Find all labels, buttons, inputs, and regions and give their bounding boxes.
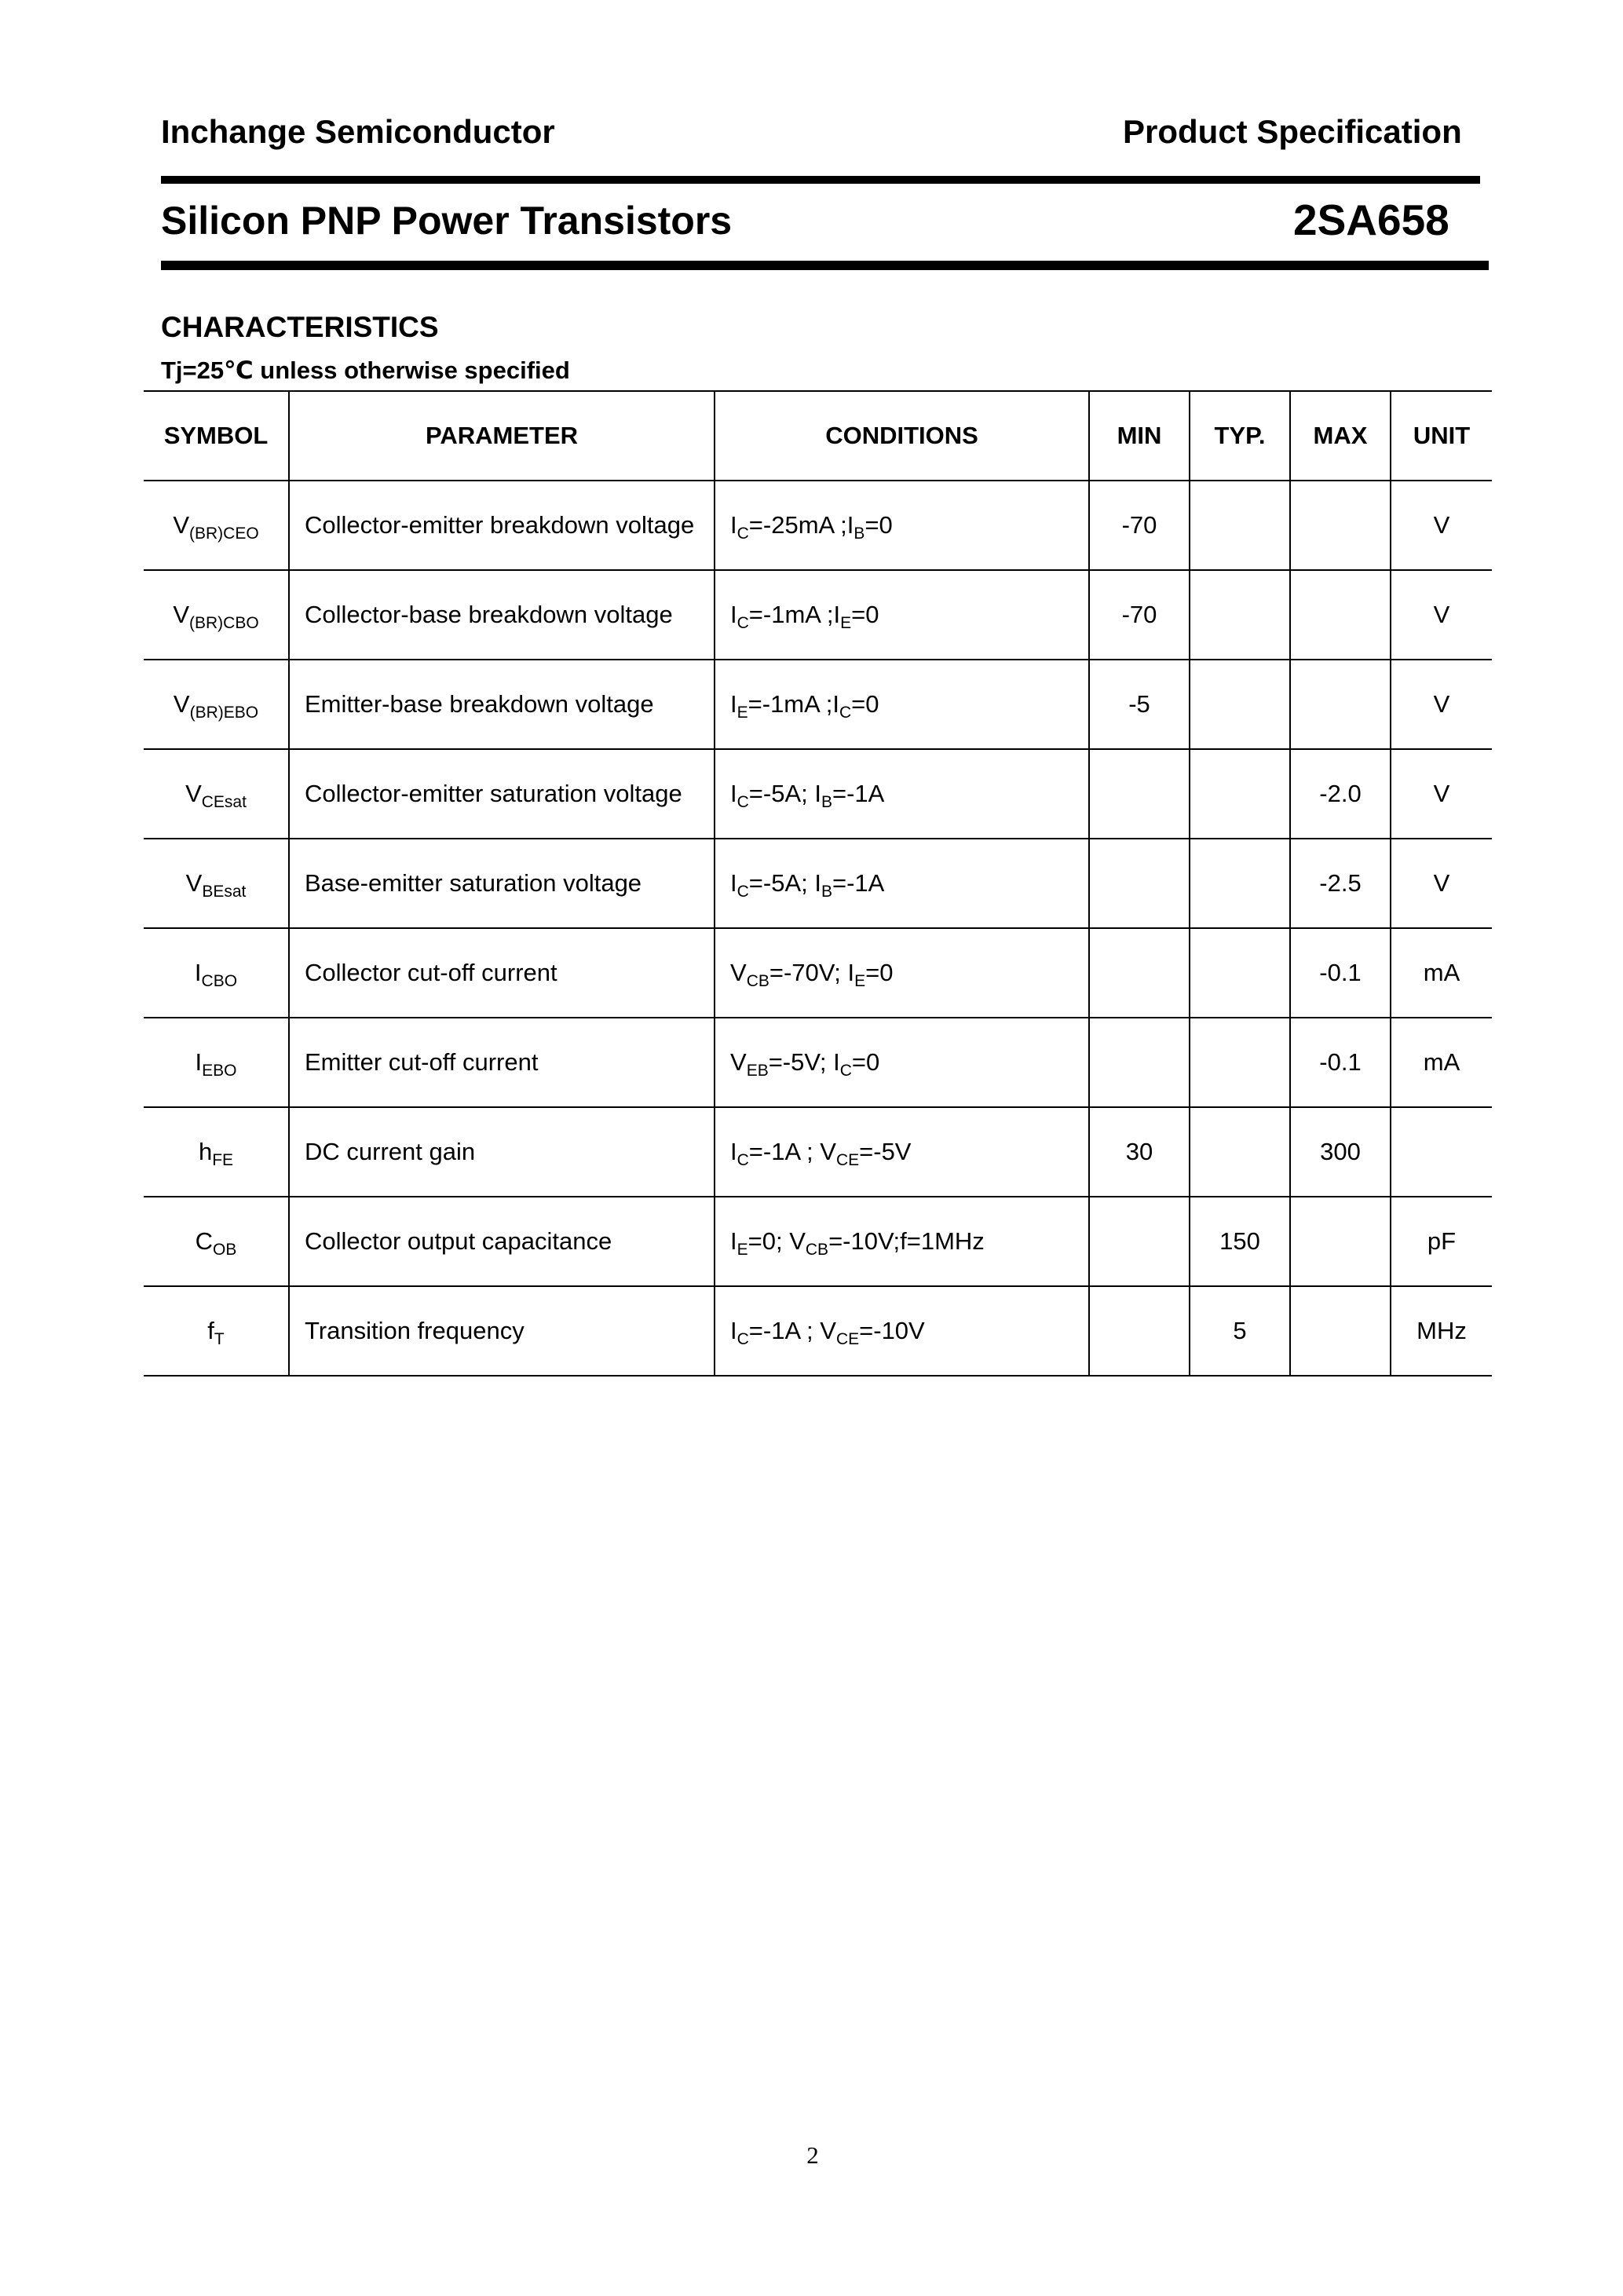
header-max: MAX (1290, 391, 1391, 481)
symbol-base: V (173, 511, 189, 539)
cell-unit: pF (1391, 1197, 1492, 1286)
document-type: Product Specification (1123, 113, 1462, 150)
cell-max (1290, 1286, 1391, 1376)
table-row (144, 1107, 1492, 1197)
table-row (144, 839, 1492, 928)
cell-conditions (715, 481, 1089, 570)
condition-text: I (730, 690, 737, 718)
symbol-base: V (173, 601, 189, 628)
cell-typ (1190, 660, 1290, 749)
condition-text: =0 (851, 690, 879, 718)
condition-subscript: E (737, 1241, 748, 1259)
condition-subscript: E (854, 972, 866, 990)
cell-typ (1190, 1018, 1290, 1107)
condition-subscript: C (737, 525, 749, 543)
cell-min (1089, 1197, 1190, 1286)
cell-parameter: Collector-emitter saturation voltage (289, 749, 715, 839)
symbol-subscript: CBO (201, 972, 238, 990)
section-condition: Tj=25℃ unless otherwise specified (161, 356, 570, 384)
condition-subscript: C (839, 704, 852, 722)
condition-text: I (730, 780, 737, 807)
condition-subscript: B (821, 793, 832, 811)
symbol-base: V (185, 780, 202, 807)
cell-max (1290, 570, 1391, 660)
cell-min: 30 (1089, 1107, 1190, 1197)
condition-text: =-1A (832, 780, 885, 807)
cell-min: -70 (1089, 570, 1190, 660)
characteristics-table (144, 390, 1492, 1377)
cell-parameter: Collector-base breakdown voltage (289, 570, 715, 660)
cell-parameter: Transition frequency (289, 1286, 715, 1376)
header-typ: TYP. (1190, 391, 1290, 481)
cell-symbol (144, 1018, 289, 1107)
cell-unit: MHz (1391, 1286, 1492, 1376)
condition-subscript: E (737, 704, 748, 722)
cell-typ: 5 (1190, 1286, 1290, 1376)
condition-text: I (730, 1317, 737, 1344)
condition-text: =-5A; I (748, 869, 821, 897)
cell-conditions (715, 749, 1089, 839)
cell-symbol (144, 481, 289, 570)
cell-max: -2.0 (1290, 749, 1391, 839)
condition-text: =0 (851, 601, 879, 628)
condition-text: =0 (865, 511, 893, 539)
symbol-subscript: EBO (202, 1062, 237, 1080)
symbol-subscript: (BR)CBO (189, 614, 259, 632)
cell-typ (1190, 928, 1290, 1018)
table-row (144, 928, 1492, 1018)
symbol-subscript: (BR)CEO (189, 525, 259, 543)
symbol-base: h (198, 1138, 213, 1165)
symbol-base: V (173, 690, 190, 718)
cell-min: -70 (1089, 481, 1190, 570)
condition-subscript: CB (746, 972, 769, 990)
cell-unit: V (1391, 839, 1492, 928)
symbol-subscript: FE (212, 1151, 234, 1169)
condition-text: I (730, 511, 737, 539)
header-unit: UNIT (1391, 391, 1492, 481)
cell-conditions (715, 839, 1089, 928)
cell-typ (1190, 481, 1290, 570)
symbol-subscript: OB (213, 1241, 237, 1259)
condition-subscript: B (854, 525, 865, 543)
condition-subscript: C (737, 1330, 749, 1348)
condition-text: I (730, 1138, 737, 1165)
cell-max (1290, 1197, 1391, 1286)
header-rule-top (161, 176, 1480, 184)
cell-max (1290, 481, 1391, 570)
condition-text: =-1A ; V (748, 1317, 836, 1344)
condition-subscript: C (737, 1151, 749, 1169)
cell-parameter: Emitter-base breakdown voltage (289, 660, 715, 749)
cell-conditions (715, 570, 1089, 660)
table-row (144, 481, 1492, 570)
condition-text: =-10V (859, 1317, 925, 1344)
cell-max (1290, 660, 1391, 749)
condition-subscript: CB (805, 1241, 829, 1259)
cell-conditions (715, 1018, 1089, 1107)
cell-unit (1391, 1107, 1492, 1197)
condition-text: I (730, 869, 737, 897)
header-parameter: PARAMETER (289, 391, 715, 481)
condition-text: =-25mA ;I (748, 511, 854, 539)
condition-text: I (730, 601, 737, 628)
condition-text: =-70V; I (769, 959, 855, 986)
part-number: 2SA658 (1293, 196, 1449, 244)
condition-text: =0 (865, 959, 894, 986)
condition-text: V (730, 1048, 747, 1076)
condition-text: V (730, 959, 747, 986)
table-row (144, 1286, 1492, 1376)
condition-text: =-10V;f=1MHz (828, 1227, 985, 1255)
table-header-row (144, 391, 1492, 481)
cell-parameter: Collector output capacitance (289, 1197, 715, 1286)
condition-text: =0; V (748, 1227, 806, 1255)
cell-typ (1190, 839, 1290, 928)
cell-min: -5 (1089, 660, 1190, 749)
cell-symbol (144, 1286, 289, 1376)
table-row (144, 660, 1492, 749)
cell-conditions (715, 928, 1089, 1018)
cell-symbol (144, 928, 289, 1018)
symbol-base: I (195, 1048, 203, 1076)
condition-text: =-1mA ;I (748, 601, 841, 628)
symbol-subscript: CEsat (201, 793, 247, 811)
condition-text: =-5V (859, 1138, 912, 1165)
section-title: CHARACTERISTICS (161, 311, 439, 343)
cell-typ (1190, 570, 1290, 660)
header-rule-bottom (161, 261, 1489, 270)
cell-typ: 150 (1190, 1197, 1290, 1286)
symbol-subscript: (BR)EBO (189, 704, 259, 722)
cell-unit: mA (1391, 928, 1492, 1018)
symbol-base: I (194, 959, 202, 986)
cell-min (1089, 1018, 1190, 1107)
condition-text: =-1A (832, 869, 885, 897)
table-row (144, 1197, 1492, 1286)
cell-max: -2.5 (1290, 839, 1391, 928)
cell-conditions (715, 660, 1089, 749)
company-name: Inchange Semiconductor (161, 113, 555, 150)
cell-parameter: Collector cut-off current (289, 928, 715, 1018)
condition-text: =-1mA ;I (748, 690, 839, 718)
symbol-base: V (185, 869, 203, 897)
cell-max: -0.1 (1290, 1018, 1391, 1107)
header-symbol: SYMBOL (144, 391, 289, 481)
cell-symbol (144, 749, 289, 839)
cell-parameter: Base-emitter saturation voltage (289, 839, 715, 928)
cell-parameter: Emitter cut-off current (289, 1018, 715, 1107)
cell-symbol (144, 839, 289, 928)
condition-subscript: EB (746, 1062, 769, 1080)
header-conditions: CONDITIONS (715, 391, 1089, 481)
cell-unit: mA (1391, 1018, 1492, 1107)
cell-max: -0.1 (1290, 928, 1391, 1018)
cell-symbol (144, 1197, 289, 1286)
cell-typ (1190, 1107, 1290, 1197)
condition-subscript: C (839, 1062, 852, 1080)
cell-conditions (715, 1107, 1089, 1197)
document-title: Silicon PNP Power Transistors (161, 199, 733, 243)
cell-unit: V (1391, 481, 1492, 570)
table-row (144, 749, 1492, 839)
condition-text: =-5A; I (748, 780, 821, 807)
cell-parameter: Collector-emitter breakdown voltage (289, 481, 715, 570)
page-number: 2 (806, 2141, 819, 2169)
table-row (144, 570, 1492, 660)
condition-text: =0 (851, 1048, 880, 1076)
cell-min (1089, 928, 1190, 1018)
cell-unit: V (1391, 749, 1492, 839)
table-body (144, 481, 1492, 1376)
condition-text: I (730, 1227, 737, 1255)
cell-max: 300 (1290, 1107, 1391, 1197)
symbol-base: f (207, 1317, 214, 1344)
cell-min (1089, 839, 1190, 928)
cell-min (1089, 749, 1190, 839)
condition-text: =-1A ; V (748, 1138, 836, 1165)
header-min: MIN (1089, 391, 1190, 481)
condition-text: =-5V; I (768, 1048, 840, 1076)
symbol-base: C (195, 1227, 214, 1255)
cell-typ (1190, 749, 1290, 839)
cell-unit: V (1391, 570, 1492, 660)
cell-conditions (715, 1286, 1089, 1376)
condition-subscript: CE (835, 1151, 860, 1169)
condition-subscript: E (840, 614, 852, 632)
cell-min (1089, 1286, 1190, 1376)
condition-subscript: C (737, 883, 749, 901)
condition-subscript: C (737, 793, 749, 811)
cell-symbol (144, 570, 289, 660)
cell-symbol (144, 660, 289, 749)
condition-subscript: CE (835, 1330, 860, 1348)
condition-subscript: B (821, 883, 832, 901)
cell-parameter: DC current gain (289, 1107, 715, 1197)
table-row (144, 1018, 1492, 1107)
cell-unit: V (1391, 660, 1492, 749)
cell-symbol (144, 1107, 289, 1197)
symbol-subscript: T (214, 1330, 225, 1348)
cell-conditions (715, 1197, 1089, 1286)
condition-subscript: C (737, 614, 749, 632)
symbol-subscript: BEsat (202, 883, 247, 901)
